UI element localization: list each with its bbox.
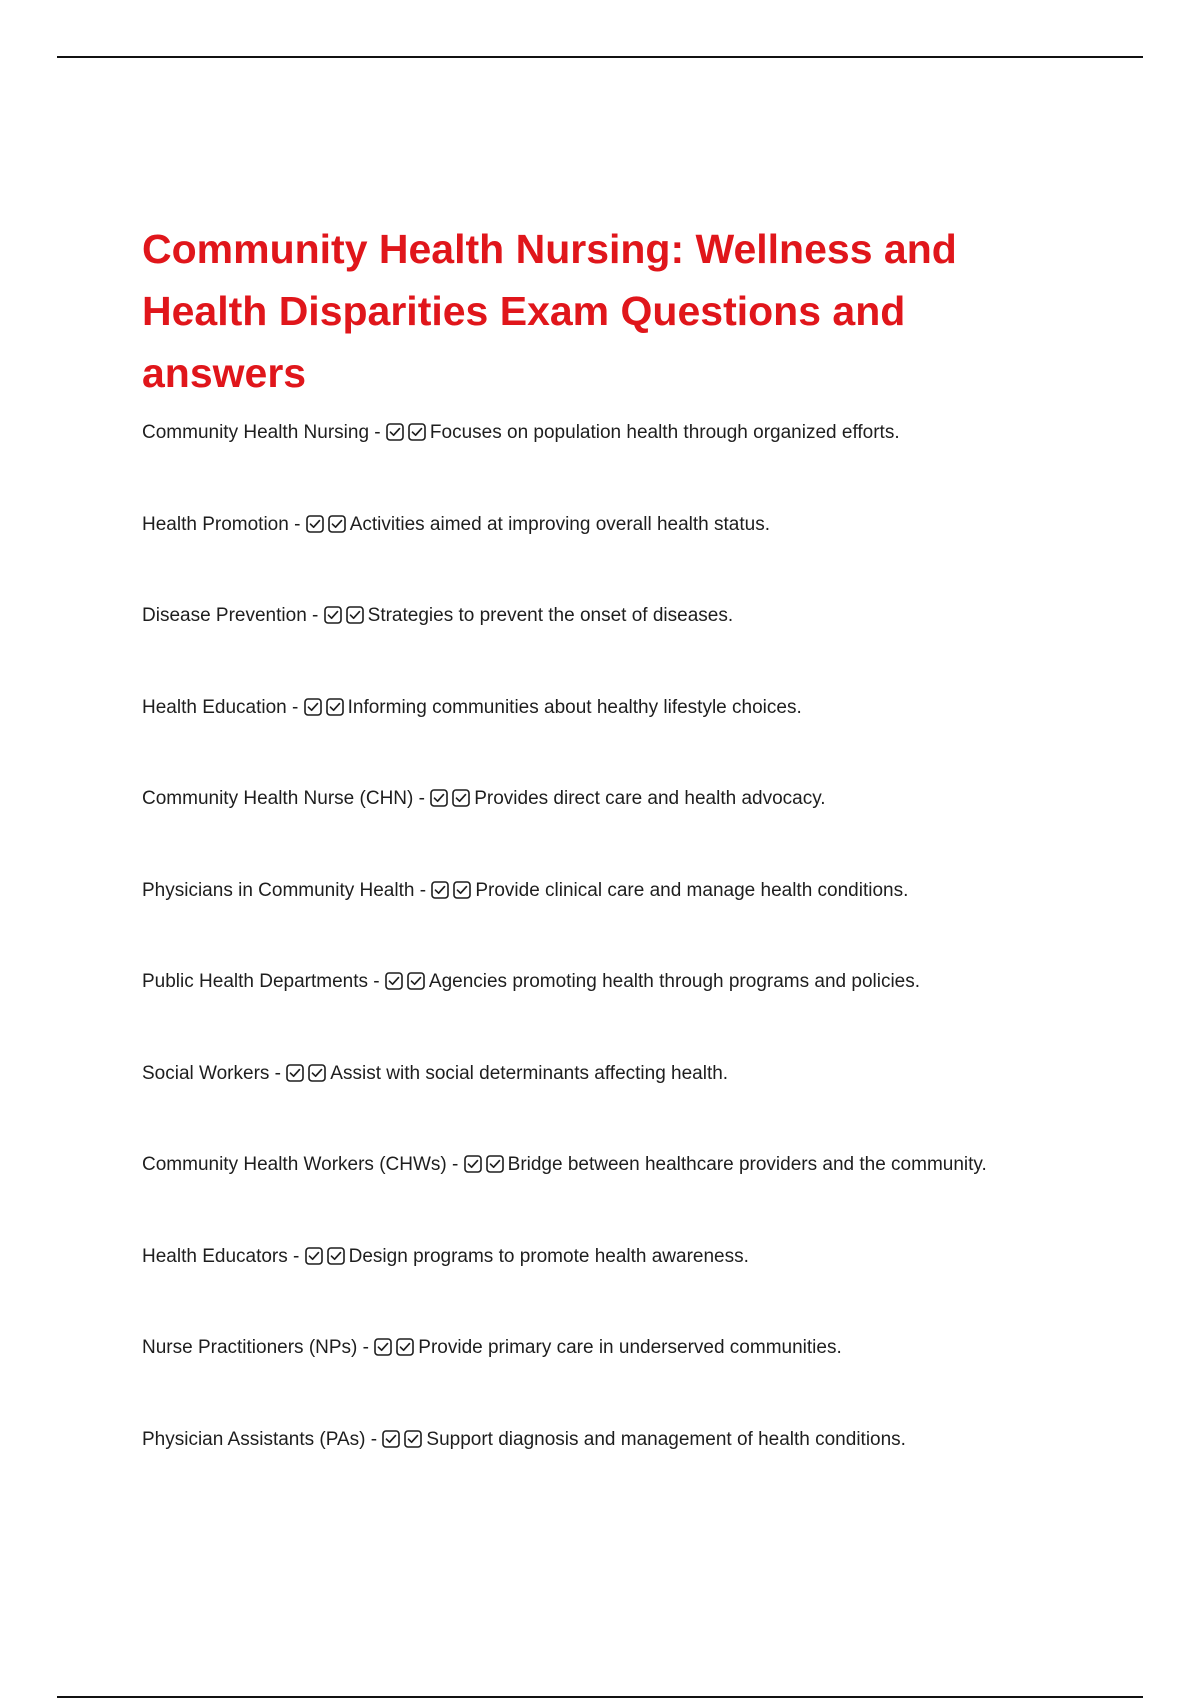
checked-box-icon (486, 1155, 504, 1173)
qa-separator: - (446, 1154, 464, 1175)
checked-box-icon (346, 606, 364, 624)
checked-box-icon (386, 423, 404, 441)
checked-box-icon (408, 423, 426, 441)
qa-answer: Provides direct care and health advocacy. (474, 788, 826, 809)
qa-item (142, 1150, 1142, 1242)
qa-answer: Strategies to prevent the onset of diseases. (367, 605, 734, 626)
qa-term: Community Health Nursing (142, 422, 370, 443)
checked-box-icon (382, 1430, 400, 1448)
checked-box-icon (306, 515, 324, 533)
qa-item (142, 1333, 1142, 1425)
qa-term: Health Education (142, 696, 287, 718)
qa-list (142, 418, 1142, 1516)
qa-separator: - (365, 1428, 383, 1450)
qa-term: Public Health Departments (142, 971, 368, 992)
checked-box-icon (396, 1338, 414, 1356)
qa-item (142, 784, 1142, 876)
qa-item (142, 1242, 1142, 1334)
checked-box-icon (286, 1064, 304, 1082)
qa-term: Health Promotion (142, 513, 289, 535)
qa-item (142, 1425, 1142, 1517)
qa-answer: Provide primary care in underserved communities. (418, 1337, 842, 1358)
checked-box-icon (431, 881, 449, 899)
qa-term: Social Workers (142, 1062, 270, 1084)
qa-item (142, 510, 1142, 602)
checked-box-icon (327, 1247, 345, 1265)
qa-answer: Activities aimed at improving overall health status. (349, 513, 770, 535)
top-rule (57, 56, 1143, 58)
qa-separator: - (369, 422, 386, 443)
qa-item (142, 418, 1142, 510)
qa-separator: - (414, 879, 432, 901)
qa-separator: - (286, 696, 304, 718)
page-title: Community Health Nursing: Wellness and Health Disparities Exam Questions and answers (142, 226, 957, 396)
qa-item (142, 693, 1142, 785)
checked-box-icon (453, 881, 471, 899)
qa-term: Community Health Workers (CHWs) (142, 1154, 447, 1175)
qa-separator: - (287, 1245, 305, 1267)
qa-answer: Assist with social determinants affecting health. (330, 1062, 729, 1084)
qa-separator: - (269, 1062, 287, 1084)
checked-box-icon (304, 698, 322, 716)
qa-item (142, 876, 1142, 968)
qa-separator: - (413, 788, 431, 809)
qa-term: Physicians in Community Health (142, 879, 415, 901)
checked-box-icon (385, 972, 403, 990)
bottom-rule (57, 1696, 1143, 1698)
checked-box-icon (308, 1064, 326, 1082)
checked-box-icon (404, 1430, 422, 1448)
qa-term: Physician Assistants (PAs) (142, 1428, 366, 1450)
qa-term: Health Educators (142, 1245, 288, 1267)
qa-answer: Support diagnosis and management of health conditions. (426, 1428, 906, 1450)
checked-box-icon (326, 698, 344, 716)
qa-item (142, 601, 1142, 693)
qa-item (142, 1059, 1142, 1151)
qa-term: Nurse Practitioners (NPs) (142, 1337, 358, 1358)
qa-term: Community Health Nurse (CHN) (142, 788, 414, 809)
qa-answer: Bridge between healthcare providers and the community. (507, 1154, 987, 1175)
qa-separator: - (368, 971, 385, 992)
checked-box-icon (328, 515, 346, 533)
checked-box-icon (464, 1155, 482, 1173)
checked-box-icon (430, 789, 448, 807)
qa-answer: Focuses on population health through organized efforts. (429, 422, 900, 443)
checked-box-icon (374, 1338, 392, 1356)
qa-answer: Informing communities about healthy lifestyle choices. (347, 696, 802, 718)
checked-box-icon (305, 1247, 323, 1265)
qa-term: Disease Prevention (142, 605, 307, 626)
checked-box-icon (452, 789, 470, 807)
qa-separator: - (288, 513, 306, 535)
qa-separator: - (357, 1337, 375, 1358)
qa-answer: Provide clinical care and manage health conditions. (475, 879, 909, 901)
checked-box-icon (407, 972, 425, 990)
qa-answer: Design programs to promote health awareness. (348, 1245, 749, 1267)
checked-box-icon (324, 606, 342, 624)
qa-item (142, 967, 1142, 1059)
qa-answer: Agencies promoting health through programs and policies. (428, 971, 921, 992)
qa-separator: - (306, 605, 324, 626)
